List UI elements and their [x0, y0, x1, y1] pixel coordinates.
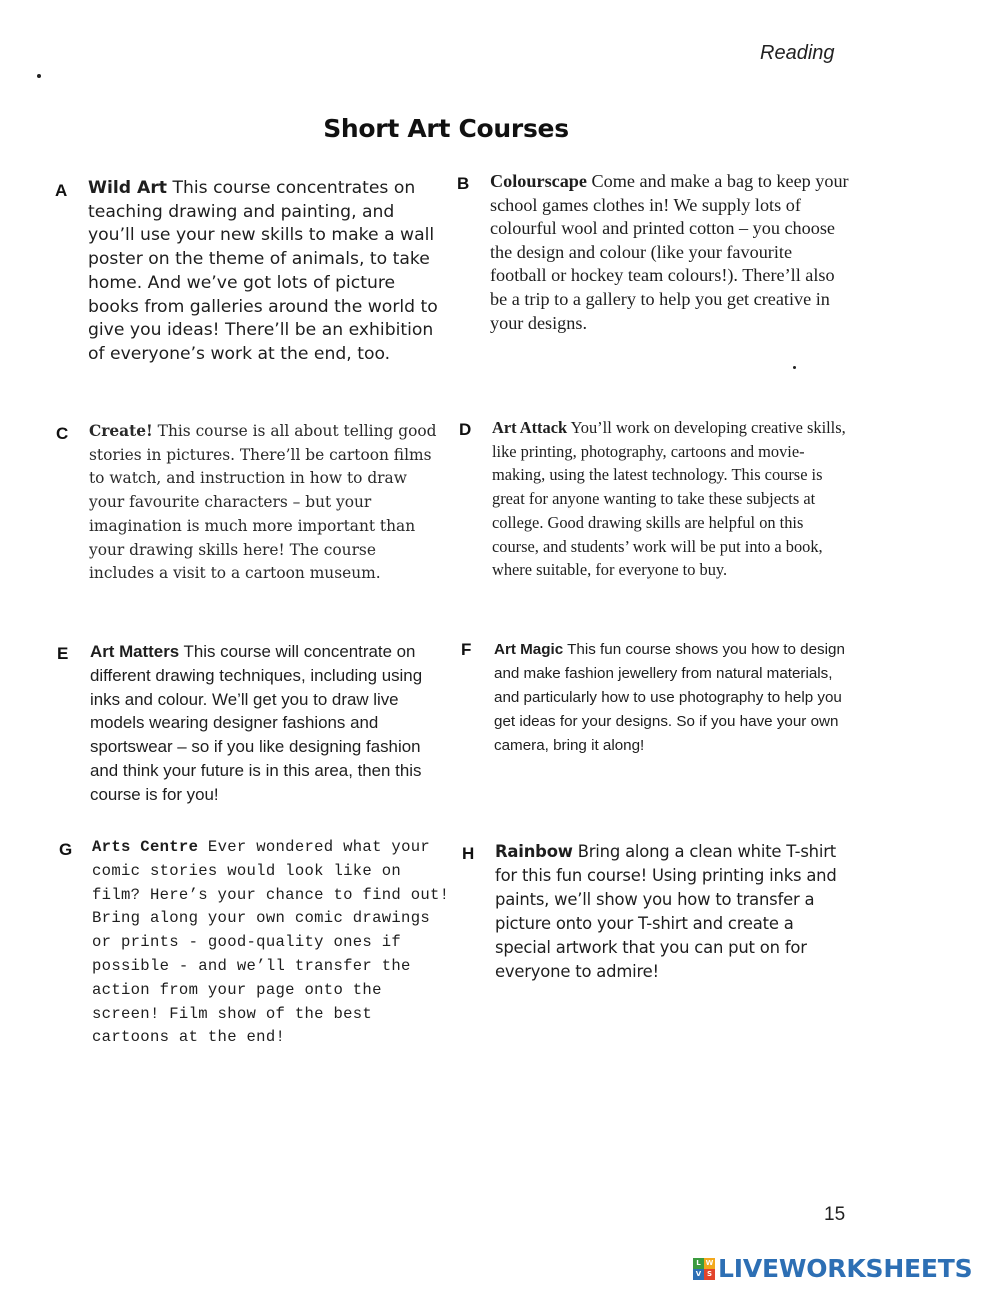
course-letter-h: H	[462, 844, 475, 863]
course-description: This course is all about telling good stories in pictures. There’ll be cartoon films to watch, and instruction in how to draw your favourite characters – but your imagination is much more important than your drawing skills here! The course includes a visit to a cartoon museum.	[89, 422, 437, 583]
page-number: 15	[824, 1204, 846, 1225]
course-description: Bring along a clean white T-shirt for this fun course! Using printing inks and paints, we’ll show you how to transfer a picture onto your T-shirt and create a special artwork that you can put on for everyone to admire!	[495, 842, 837, 981]
logo-mark-cell: S	[704, 1269, 715, 1280]
section-label: Reading	[760, 42, 835, 64]
course-name: Art Matters	[90, 642, 180, 661]
course-e	[90, 640, 435, 807]
course-description: This fun course shows you how to design and make fashion jewellery from natural materials, and particularly how to use photography to help you get ideas for your designs. So if you have your own camera, bring it along!	[494, 641, 845, 754]
course-description: You’ll work on developing creative skills, like printing, photography, cartoons and movie-making, using the latest technology. This course is great for anyone wanting to take these subjects at college. Good drawing skills are helpful on this course, and students’ work will be put into a book, where suitable, for everyone to buy.	[492, 418, 846, 580]
course-letter-a: A	[55, 181, 68, 200]
course-a	[88, 177, 444, 367]
scan-speck	[37, 74, 41, 78]
course-letter-c: C	[56, 424, 69, 443]
page-title: Short Art Courses	[323, 114, 569, 143]
course-description: Ever wondered what your comic stories would look like on film? Here’s your chance to find out! Bring along your own comic drawings or prints - good-quality ones if possible - and we’ll transfer the action from your page onto the screen! Film show of the best cartoons at the end!	[92, 838, 450, 1047]
course-name: Arts Centre	[92, 838, 199, 856]
logo-mark-cell: W	[705, 1258, 714, 1267]
course-name: Colourscape	[490, 171, 587, 191]
course-g	[92, 836, 450, 1050]
course-c	[89, 420, 439, 586]
course-name: Rainbow	[495, 842, 573, 861]
liveworksheets-logo[interactable]	[693, 1254, 972, 1283]
course-d	[492, 416, 847, 582]
course-b	[490, 170, 850, 335]
course-name: Wild Art	[88, 178, 168, 198]
course-f	[494, 638, 849, 758]
course-description: Come and make a bag to keep your school games clothes in! We supply lots of colourful wool and printed cotton – you choose the design and colour (like your favourite football or hockey team colours!). There’ll also be a trip to a gallery to help you get creative in your designs.	[490, 171, 849, 333]
course-name: Art Attack	[492, 418, 568, 437]
course-description: This course will concentrate on different drawing techniques, including using inks and colour. We’ll get you to draw live models wearing designer fashions and sportswear – so if you like designing fashion and think your future is in this area, then this course is for you!	[90, 642, 423, 804]
course-letter-g: G	[59, 840, 73, 859]
course-letter-f: F	[461, 640, 472, 659]
logo-mark-cell: V	[693, 1269, 704, 1280]
logo-mark-cell: L	[693, 1258, 704, 1269]
course-description: This course concentrates on teaching drawing and painting, and you’ll use your new skills to make a wall poster on the theme of animals, to take home. And we’ve got lots of picture books from galleries around the world to give you ideas! There’ll be an exhibition of everyone’s work at the end, too.	[88, 178, 438, 364]
logo-mark-icon	[693, 1258, 715, 1280]
course-letter-d: D	[459, 420, 472, 439]
course-letter-e: E	[57, 644, 69, 663]
course-name: Art Magic	[494, 641, 564, 658]
course-h	[495, 840, 850, 983]
brand-name: LIVEWORKSHEETS	[718, 1254, 973, 1283]
course-letter-b: B	[457, 174, 470, 193]
scan-speck	[793, 366, 796, 369]
course-name: Create!	[89, 422, 153, 440]
